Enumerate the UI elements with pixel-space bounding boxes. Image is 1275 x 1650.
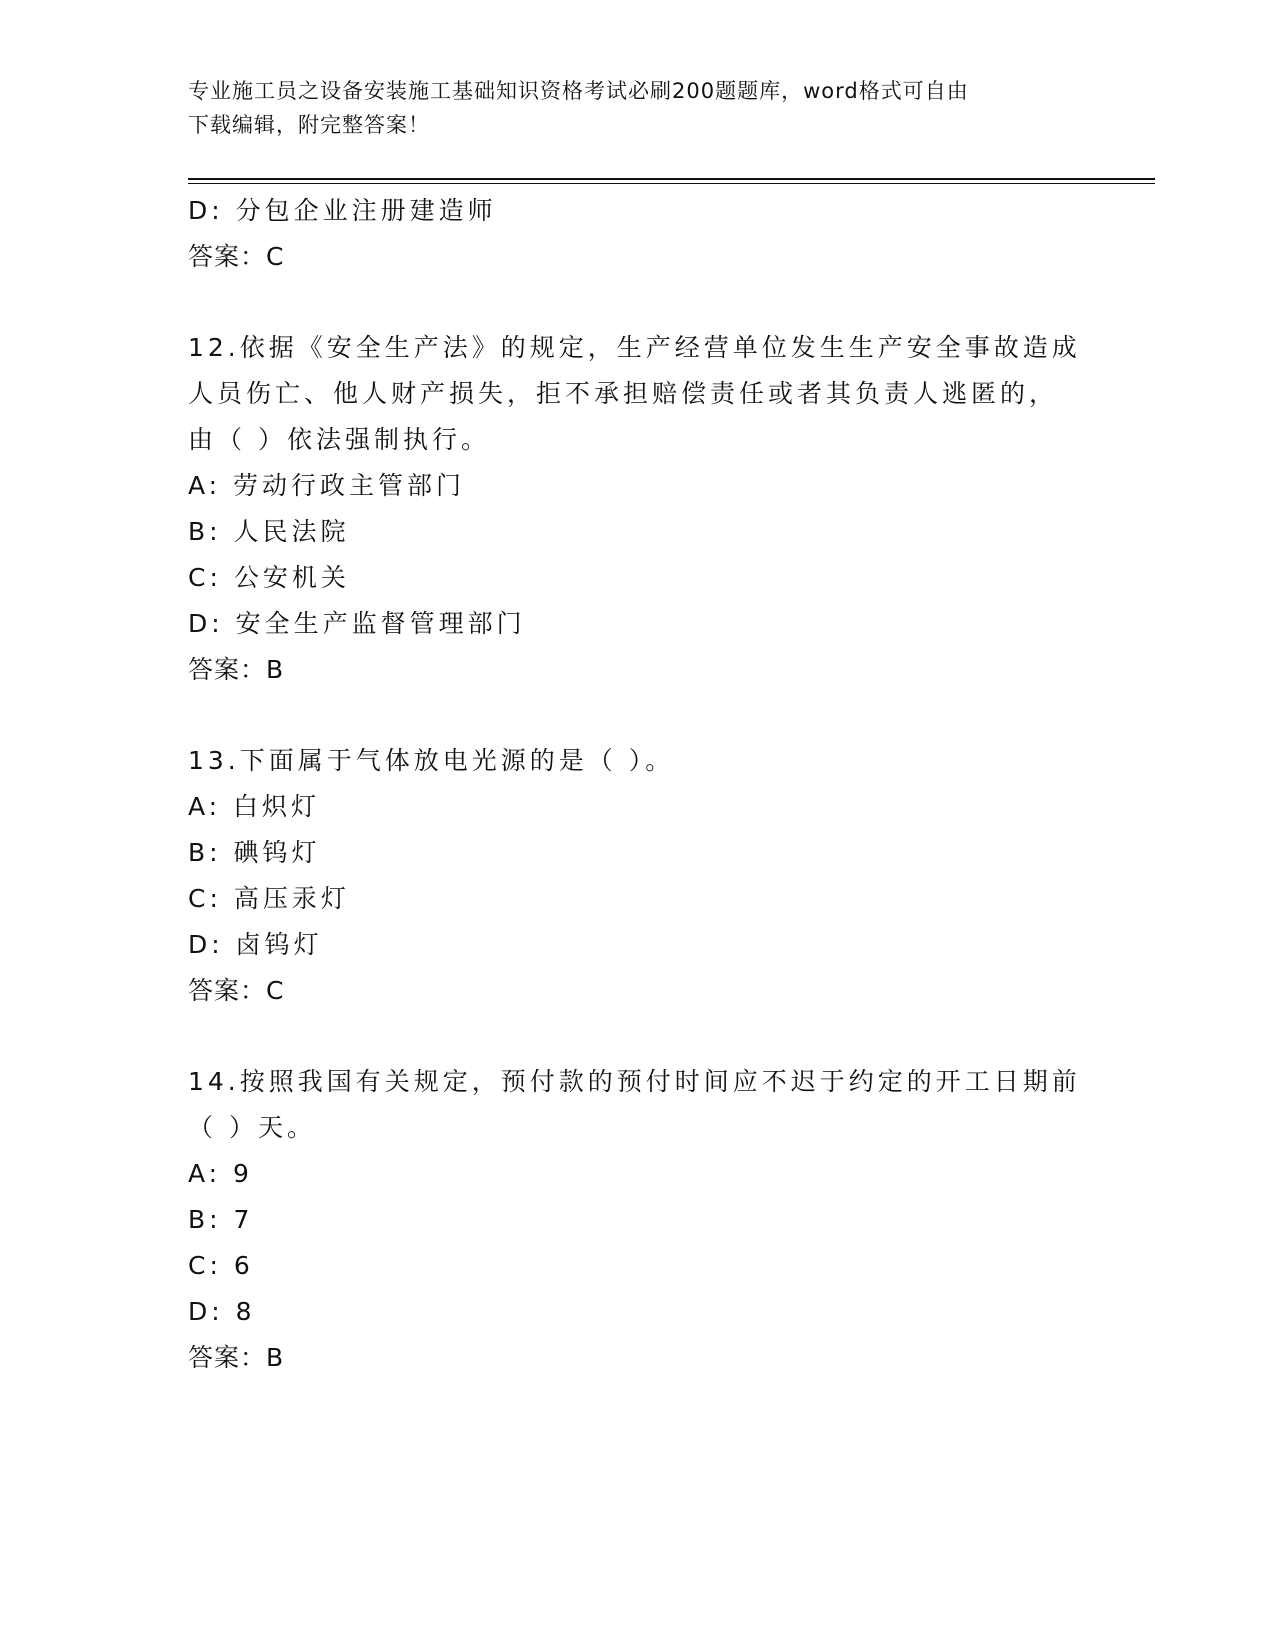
spacer xyxy=(188,693,1088,738)
option-d: D: 8 xyxy=(188,1297,256,1326)
option-d: D: 卤钨灯 xyxy=(188,930,323,959)
option-c: C: 高压汞灯 xyxy=(188,884,350,913)
option-a: A: 劳动行政主管部门 xyxy=(188,471,466,500)
option-a: A: 9 xyxy=(188,1159,253,1188)
answer-line: 答案：B xyxy=(188,655,285,684)
question-12 xyxy=(188,325,1088,693)
spacer xyxy=(188,280,1088,325)
header-line-1: 专业施工员之设备安装施工基础知识资格考试必刷200题题库，word格式可自由 xyxy=(188,79,969,103)
spacer xyxy=(188,1014,1088,1059)
question-stem-line: 13.下面属于气体放电光源的是（ ）。 xyxy=(188,746,675,775)
question-list xyxy=(188,188,1088,1381)
question-stem-line: （ ）天。 xyxy=(188,1113,316,1142)
question-stem-line: 人员伤亡、他人财产损失，拒不承担赔偿责任或者其负责人逃匿的， xyxy=(188,379,1059,408)
question-13 xyxy=(188,738,1088,1014)
answer-line: 答案：C xyxy=(188,976,285,1005)
question-stem-line: 由（ ）依法强制执行。 xyxy=(188,425,490,454)
header-line-2: 下载编辑，附完整答案！ xyxy=(188,113,430,137)
question-stem-line: 12.依据《安全生产法》的规定，生产经营单位发生生产安全事故造成 xyxy=(188,333,1081,362)
question-14 xyxy=(188,1059,1088,1381)
option-d: D: 安全生产监督管理部门 xyxy=(188,609,526,638)
option-b: B: 人民法院 xyxy=(188,517,350,546)
prev-question-answer: 答案：C xyxy=(188,242,285,271)
option-c: C: 6 xyxy=(188,1251,254,1280)
header-divider-thick xyxy=(188,178,1155,180)
answer-line: 答案：B xyxy=(188,1343,285,1372)
option-c: C: 公安机关 xyxy=(188,563,350,592)
option-b: B: 碘钨灯 xyxy=(188,838,321,867)
document-header xyxy=(188,74,1068,142)
question-stem-line: 14.按照我国有关规定，预付款的预付时间应不迟于约定的开工日期前 xyxy=(188,1067,1081,1096)
prev-question-option-d: D: 分包企业注册建造师 xyxy=(188,196,497,225)
option-b: B: 7 xyxy=(188,1205,254,1234)
option-a: A: 白炽灯 xyxy=(188,792,321,821)
header-divider-thin xyxy=(188,183,1155,184)
